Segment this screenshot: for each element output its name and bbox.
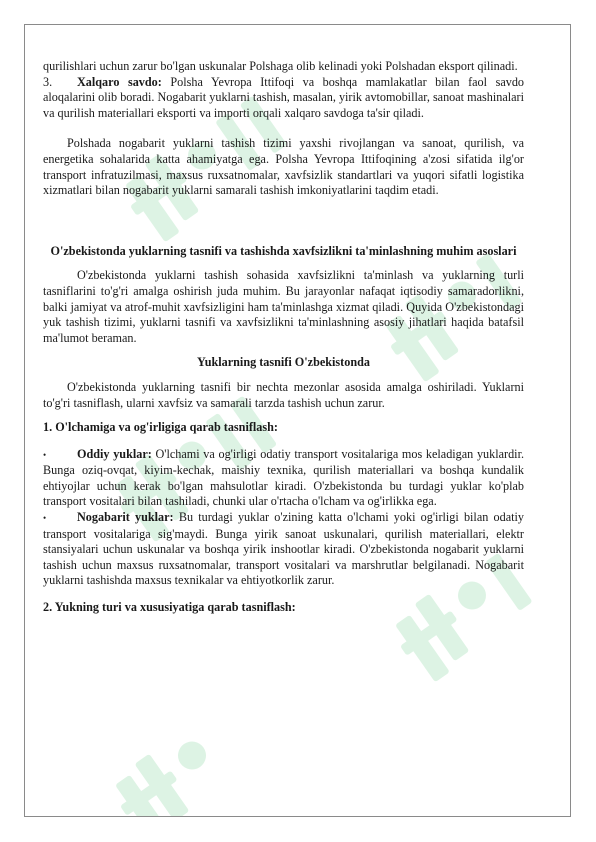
- list-item-text: Polsha Yevropa Ittifoqi va boshqa mamlakatlar bilan faol savdo aloqalarini olib boradi. Nogabarit yuklarni tashish, masalan, yirik avtomobillar, sanoat mashinalari va qurilish materiallari eksporti va importi orqali xalqaro savdoga ta'sir qiladi.: [43, 74, 525, 120]
- paragraph-poland: Polshada nogabarit yuklarni tashish tizimi yaxshi rivojlangan va sanoat, qurilish, va energetika sohalarida katta ahamiyatga ega. Polsha Yevropa Ittifoqining a'zosi sifatida ilg'or transport infratuzilmasi, maxsus ruxsatnomalar, xavfsizlik standartlari va yuqori sifatli logistika xizmatlari bilan nogabarit yuklarni samarali tashish imkoniyatlarini taqdim etadi.: [43, 136, 524, 198]
- subsection-heading: Yuklarning tasnifi O'zbekistonda: [197, 355, 370, 370]
- paragraph-uzbekistan-intro: O'zbekistonda yuklarni tashish sohasida xavfsizlikni ta'minlash va yuklarning turli tasniflarini to'g'ri amalga oshirish juda muhim. Bu jarayonlar nafaqat iqtisodiy samaradorlikni, balki jamiyat va atrof-muhit xavfsizligini ham ta'minlashga xizmat qiladi. Quyida O'zbekistondagi yuk tashish tizimi, yuklarni tasnifi va xavfsizlikni ta'minlashning asosiy jihatlari haqida batafsil ma'lumot beraman.: [43, 268, 524, 345]
- bullet-item-oversized: [43, 510, 524, 589]
- paragraph-intro: qurilishlari uchun zarur bo'lgan uskunalar Polshaga olib kelinadi yoki Polshadan eksport qilinadi.: [43, 59, 518, 73]
- bullet-icon: •: [43, 513, 47, 524]
- paragraph-classification: O'zbekistonda yuklarning tasnifi bir nechta mezonlar asosida amalga oshiriladi. Yuklarni to'g'ri tasniflash, ularni xavfsiz va samarali tarzda tashish uchun zarur.: [43, 379, 524, 410]
- bullet-title: Nogabarit yuklar:: [77, 510, 174, 525]
- document-body: [43, 59, 524, 616]
- bullet-icon: •: [43, 449, 47, 460]
- section-heading: O'zbekistonda yuklarning tasnifi va tashishda xavfsizlikni ta'minlashning muhim asoslari: [50, 243, 517, 258]
- section-title-2: 2. Yukning turi va xususiyatiga qarab tasniflash:: [43, 600, 296, 615]
- bullet-title: Oddiy yuklar:: [77, 446, 152, 461]
- bullet-item-ordinary: [43, 447, 524, 510]
- list-item-title: Xalqaro savdo:: [77, 74, 162, 89]
- bullet-text: Bu turdagi yuklar o'zining katta o'lchami yoki og'irligi bilan odatiy transport vositalariga sig'maydi. Bunga yirik sanoat uskunalari, qurilish materiallari, elektr stansiyalari uchun uskunalar va boshqa yirik inshootlar kiradi. O'zbekistonda nogabarit yuklarni tashish uchun maxsus ruxsatnomalar, transport vositalari va marshrutlar belgilanadi. Nogabarit yuklarni tashishda maxsus texnikalar va ehtiyotkorlik zarur.: [43, 510, 524, 588]
- list-item-3: [43, 75, 524, 122]
- bullet-text: O'lchami va og'irligi odatiy transport vositalariga mos keladigan yuklardir. Bunga oziq-ovqat, kiyim-kechak, maishiy texnika, qurilish materiallari va boshqa kundalik ehtiyojlar uchun kerak bo'lgan mahsulotlar kiradi. O'zbekistonda bu turdagi yuklar ko'plab transport vositalari bilan tashiladi, chunki ular o'rtacha o'lcham va og'irlikka ega.: [43, 446, 524, 509]
- section-title-1: 1. O'lchamiga va og'irligiga qarab tasniflash:: [43, 420, 278, 435]
- list-number: 3.: [43, 74, 53, 89]
